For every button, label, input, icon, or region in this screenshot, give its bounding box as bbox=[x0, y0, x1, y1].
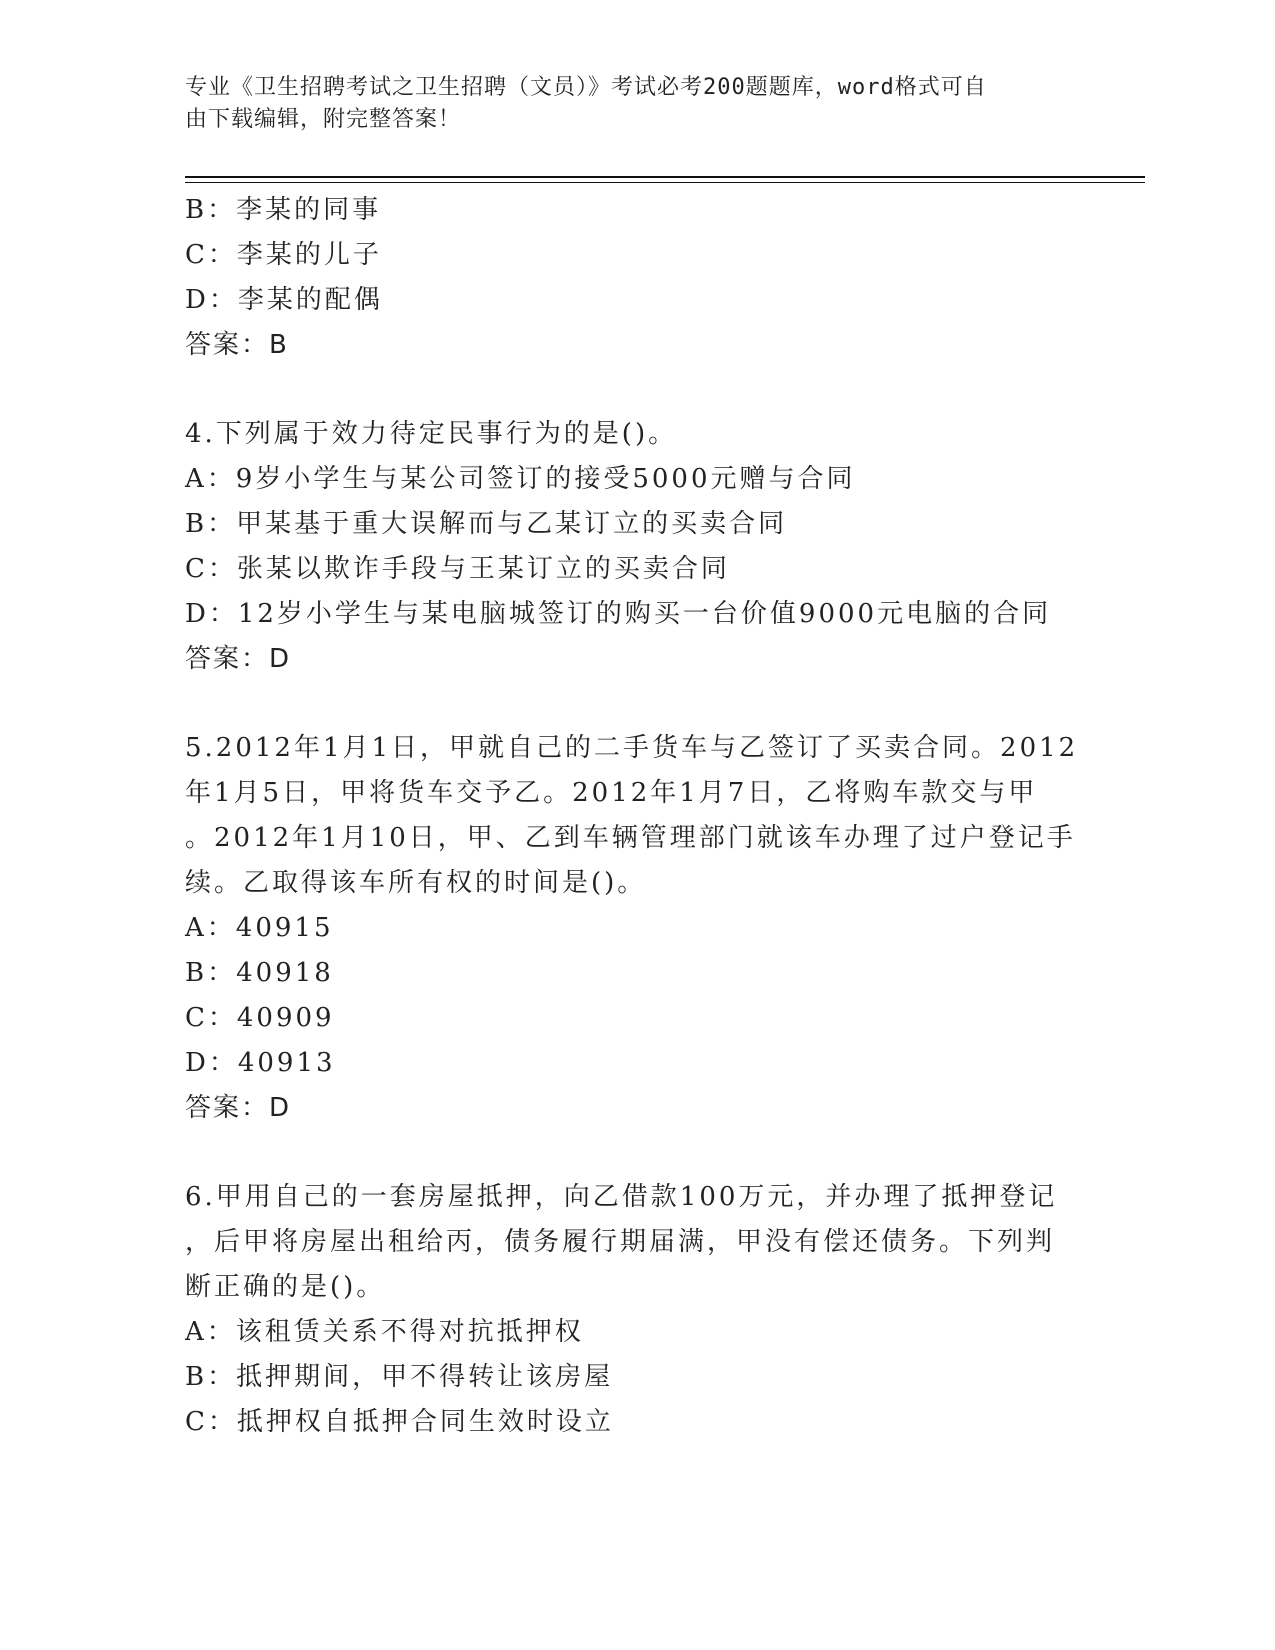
question-6 bbox=[185, 1175, 1085, 1445]
question-stem: 4.下列属于效力待定民事行为的是()。 bbox=[185, 419, 678, 449]
option-b: B：抵押期间，甲不得转让该房屋 bbox=[185, 1362, 614, 1392]
question-content bbox=[185, 188, 1085, 1445]
question-stem-line: 。2012年1月10日，甲、乙到车辆管理部门就该车办理了过户登记手 bbox=[185, 823, 1076, 853]
question-stem-line: 6.甲用自己的一套房屋抵押，向乙借款100万元，并办理了抵押登记 bbox=[185, 1182, 1058, 1212]
option-c: C：张某以欺诈手段与王某订立的买卖合同 bbox=[185, 554, 730, 584]
option-a: A：该租赁关系不得对抗抵押权 bbox=[185, 1317, 584, 1347]
option-c: C：李某的儿子 bbox=[185, 240, 382, 270]
question-stem-line: 年1月5日，甲将货车交予乙。2012年1月7日，乙将购车款交与甲 bbox=[185, 778, 1038, 808]
spacer bbox=[185, 368, 1085, 412]
option-b: B：李某的同事 bbox=[185, 195, 382, 225]
option-d: D：李某的配偶 bbox=[185, 285, 383, 315]
header-divider-thin bbox=[185, 182, 1145, 183]
option-d: D：12岁小学生与某电脑城签订的购买一台价值9000元电脑的合同 bbox=[185, 599, 1052, 629]
answer-line: 答案：B bbox=[185, 330, 289, 360]
option-c: C：40909 bbox=[185, 1003, 335, 1033]
spacer bbox=[185, 1131, 1085, 1175]
spacer bbox=[185, 682, 1085, 726]
question-3 bbox=[185, 188, 1085, 368]
option-b: B：甲某基于重大误解而与乙某订立的买卖合同 bbox=[185, 509, 788, 539]
header-line-2: 由下载编辑，附完整答案！ bbox=[185, 107, 462, 132]
question-stem-line: 续。乙取得该车所有权的时间是()。 bbox=[185, 868, 647, 898]
option-d: D：40913 bbox=[185, 1048, 336, 1078]
question-stem-line: 断正确的是()。 bbox=[185, 1272, 386, 1302]
option-a: A：9岁小学生与某公司签订的接受5000元赠与合同 bbox=[185, 464, 856, 494]
option-a: A：40915 bbox=[185, 913, 334, 943]
question-4 bbox=[185, 412, 1085, 682]
option-c: C：抵押权自抵押合同生效时设立 bbox=[185, 1407, 614, 1437]
question-5 bbox=[185, 726, 1085, 1131]
question-stem-line: 5.2012年1月1日，甲就自己的二手货车与乙签订了买卖合同。2012 bbox=[185, 733, 1079, 763]
document-header bbox=[185, 72, 1065, 136]
header-divider-thick bbox=[185, 176, 1145, 178]
answer-line: 答案：D bbox=[185, 644, 292, 674]
header-line-1: 专业《卫生招聘考试之卫生招聘（文员）》考试必考200题题库，word格式可自 bbox=[185, 75, 987, 100]
option-b: B：40918 bbox=[185, 958, 334, 988]
answer-line: 答案：D bbox=[185, 1093, 292, 1123]
question-stem-line: ，后甲将房屋出租给丙，债务履行期届满，甲没有偿还债务。下列判 bbox=[185, 1227, 1056, 1257]
